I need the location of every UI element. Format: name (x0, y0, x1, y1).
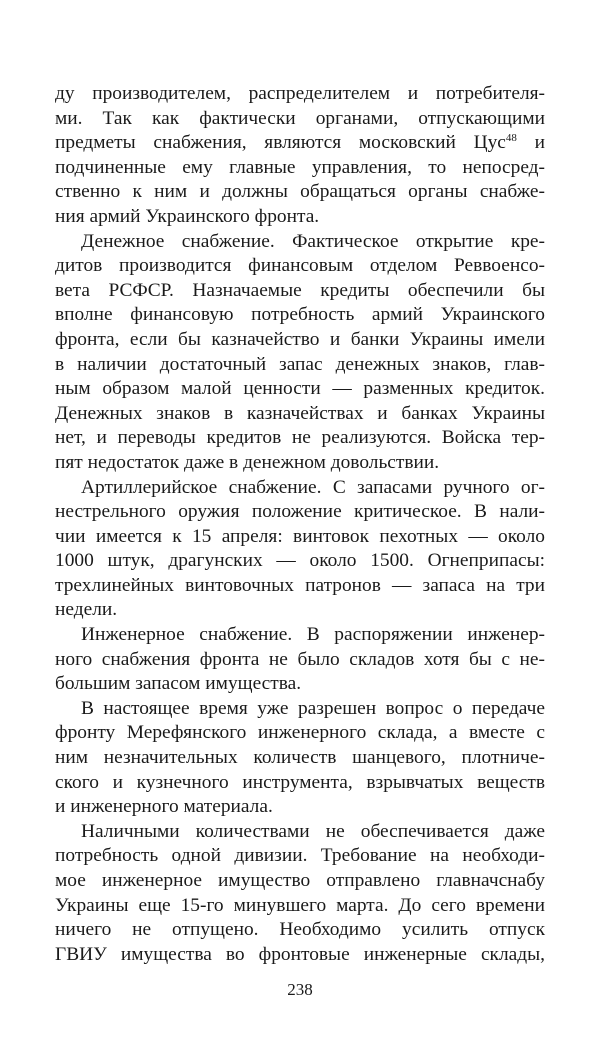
footnote-marker: 48 (505, 132, 517, 145)
paragraph (55, 820, 545, 968)
paragraph (55, 82, 545, 230)
text-line: трехлинейных винтовочных патронов — запаса на три (55, 574, 545, 596)
text-line: ним незначительных количеств шанцевого, плотниче- (55, 747, 545, 769)
text-line: вполне финансовую потребность армий Украинского (55, 304, 545, 326)
text-line: ния армий Украинского фронта. (55, 205, 320, 227)
text-line: Артиллерийское снабжение. С запасами ручного ог- (81, 476, 545, 498)
text-line: ГВИУ имущества во фронтовые инженерные склады, (55, 943, 545, 965)
text-line: фронта, если бы казначейство и банки Украины имели (55, 328, 545, 350)
text-line: Денежное снабжение. Фактическое открытие кре- (81, 230, 545, 252)
paragraph (55, 230, 545, 476)
paragraph (55, 476, 545, 624)
paragraph (55, 697, 545, 820)
text-line: В настоящее время уже разрешен вопрос о передаче (81, 697, 545, 719)
text-line: ского и кузнечного инструмента, взрывчатых веществ (55, 771, 545, 793)
text-line: ным образом малой ценности — разменных кредиток. (55, 378, 545, 400)
text-body (55, 82, 545, 967)
text-line: ственно к ним и должны обращаться органы снабже- (55, 181, 545, 203)
text-line: нестрельного оружия положение критическое. В нали- (55, 501, 545, 523)
text-line: мое инженерное имущество отправлено главначснабу (55, 870, 545, 891)
text-line: Инженерное снабжение. В распоряжении инженер- (81, 624, 545, 646)
text-line: Украины еще 15-го минувшего марта. До сего времени (55, 894, 545, 916)
text-line: вета РСФСР. Назначаемые кредиты обеспечили бы (55, 279, 545, 301)
text-line: в наличии достаточный запас денежных знаков, глав- (55, 353, 545, 375)
text-line: Наличными количествами не обеспечивается даже (81, 820, 545, 842)
text-line: пят недостаток даже в денежном довольствии. (55, 451, 440, 473)
text-line: предметы снабжения, являются московский Цус$^{48}$ и (55, 132, 545, 154)
text-line: подчиненные ему главные управления, то непосред- (55, 156, 545, 178)
paragraph (55, 623, 545, 697)
text-line: ничего не отпущено. Необходимо усилить отпуск (55, 919, 545, 941)
text-line: дитов производится финансовым отделом Реввоенсо- (55, 255, 545, 277)
text-line: ного снабжения фронта не было складов хотя бы с не- (55, 648, 545, 670)
text-line: большим запасом имущества. (55, 673, 302, 695)
text-line: нет, и переводы кредитов не реализуются. Войска тер- (55, 427, 545, 449)
text-line: ми. Так как фактически органами, отпускающими (55, 107, 545, 129)
text-line: фронту Мерефянского инженерного склада, а вместе с (55, 722, 545, 744)
text-line: чии имеется к 15 апреля: винтовок пехотных — около (55, 525, 545, 547)
text-line: 1000 штук, драгунских — около 1500. Огнеприпасы: (55, 550, 545, 572)
page-text (55, 82, 545, 1022)
page-number: 238 (287, 980, 313, 999)
text-line: и инженерного материала. (55, 796, 273, 818)
text-line: Денежных знаков в казначействах и банках Украины (55, 402, 545, 424)
text-line: ду производителем, распределителем и потребителя- (55, 83, 545, 104)
text-line: недели. (55, 599, 118, 621)
text-line: потребность одной дивизии. Требование на необходи- (55, 845, 545, 867)
